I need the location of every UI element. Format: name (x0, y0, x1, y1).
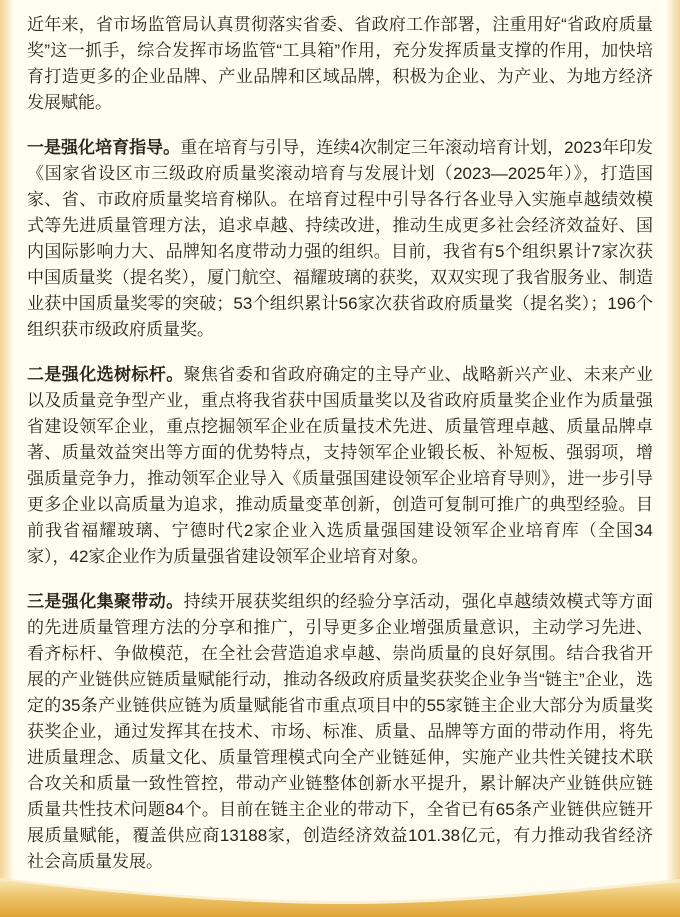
paragraph-lead: 二是强化选树标杆。 (27, 365, 184, 384)
paragraph-point-3 (27, 589, 653, 875)
left-edge-glow (0, 0, 14, 917)
paragraph-text: 近年来，省市场监管局认真贯彻落实省委、省政府工作部署，注重用好“省政府质量奖”这一抓手，综合发挥市场监管“工具箱”作用，充分发挥质量支撑的作用，加快培育打造更多的企业品牌、产业品牌和区域品牌，积极为企业、为产业、为地方经济发展赋能。 (27, 15, 653, 112)
paragraph-intro (27, 12, 653, 116)
paragraph-text: 聚焦省委和省政府确定的主导产业、战略新兴产业、未来产业以及质量竞争型产业，重点将我省获中国质量奖以及省政府质量奖企业作为质量强省建设领军企业，重点挖掘领军企业在质量技术先进、质量管理卓越、质量品牌卓著、质量效益突出等方面的优势特点，支持领军企业锻长板、补短板、强弱项，增强质量竞争力，推动领军企业导入《质量强国建设领军企业培育导则》，进一步引导更多企业以高质量为追求，推动质量变革创新，创造可复制可推广的典型经验。目前我省福耀玻璃、宁德时代2家企业入选质量强国建设领军企业培育库（全国34家），42家企业作为质量强省建设领军企业培育对象。 (27, 365, 654, 566)
article-content (27, 12, 653, 875)
right-edge-glow (666, 0, 680, 917)
paragraph-lead: 一是强化培育指导。 (27, 138, 181, 157)
paragraph-lead: 三是强化集聚带动。 (27, 592, 184, 611)
bottom-wave-decoration (0, 877, 680, 917)
paragraph-point-2 (27, 362, 653, 570)
paragraph-text: 重在培育与引导，连续4次制定三年滚动培育计划，2023年印发《国家省设区市三级政府质量奖滚动培育与发展计划（2023—2025年）》，打造国家、省、市政府质量奖培育梯队。在培育过程中引导各行各业导入实施卓越绩效模式等先进质量管理方法，追求卓越、持续改进，推动生成更多社会经济效益好、国内国际影响力大、品牌知名度带动力强的组织。目前，我省有5个组织累计7家次获中国质量奖（提名奖），厦门航空、福耀玻璃的获奖，双双实现了我省服务业、制造业获中国质量奖零的突破；53个组织累计56家次获省政府质量奖（提名奖）；196个组织获市级政府质量奖。 (27, 138, 653, 339)
paragraph-text: 持续开展获奖组织的经验分享活动，强化卓越绩效模式等方面的先进质量管理方法的分享和推广，引导更多企业增强质量意识，主动学习先进、看齐标杆、争做模范，在全社会营造追求卓越、崇尚质量的良好氛围。结合我省开展的产业链供应链质量赋能行动，推动各级政府质量奖获奖企业争当“链主”企业，选定的35条产业链供应链为质量赋能省市重点项目中的55家链主企业大部分为质量奖获奖企业，通过发挥其在技术、市场、标准、质量、品牌等方面的带动作用，将先进质量理念、质量文化、质量管理模式向全产业链延伸，实施产业共性关键技术联合攻关和质量一致性管控，带动产业链整体创新水平提升，累计解决产业链供应链质量共性技术问题84个。目前在链主企业的带动下，全省已有65条产业链供应链开展质量赋能，覆盖供应商13188家，创造经济效益101.38亿元，有力推动我省经济社会高质量发展。 (27, 592, 654, 871)
paragraph-point-1 (27, 135, 653, 343)
